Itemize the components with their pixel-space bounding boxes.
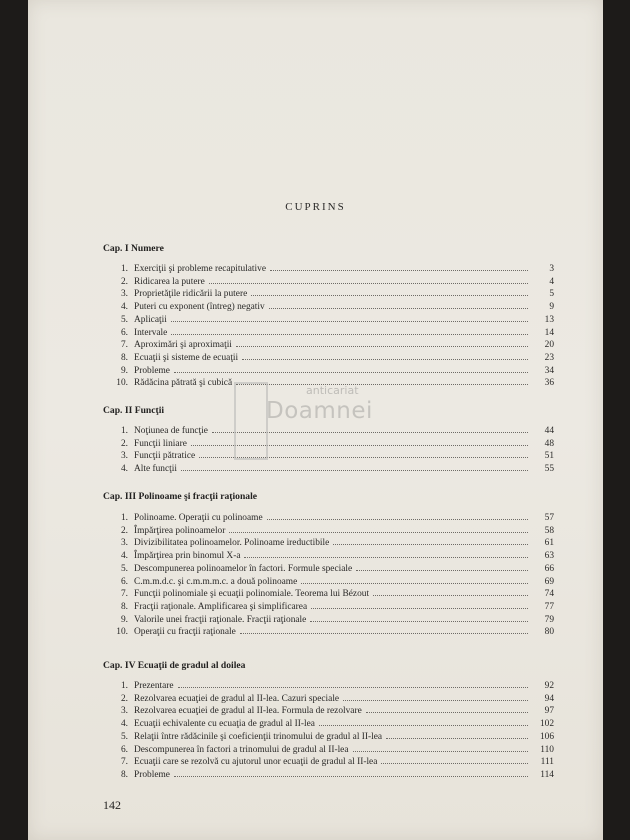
dot-leader xyxy=(251,294,528,296)
entry-number: 9. xyxy=(120,365,128,376)
toc-entry xyxy=(108,730,554,742)
dot-leader xyxy=(240,632,528,634)
entry-title: Operaţii cu fracţii raţionale xyxy=(134,627,236,638)
entry-page-number: 94 xyxy=(544,693,554,704)
toc-entry xyxy=(108,338,554,350)
toc-entry xyxy=(108,717,554,729)
toc-entry xyxy=(108,600,554,612)
entry-page-number: 106 xyxy=(539,731,554,742)
dot-leader xyxy=(319,724,528,726)
entry-page-number: 111 xyxy=(540,757,554,768)
entry-number: 5. xyxy=(120,314,128,325)
entry-number: 3. xyxy=(120,289,128,300)
entry-title: Noţiunea de funcţie xyxy=(134,426,208,436)
entry-page-number: 66 xyxy=(544,563,554,574)
dot-leader xyxy=(174,775,528,777)
entry-number: 9. xyxy=(120,614,128,625)
toc-entry xyxy=(108,511,554,523)
dot-leader xyxy=(311,607,528,609)
entry-number: 10. xyxy=(116,378,128,389)
dot-leader xyxy=(181,469,528,471)
entry-number: 5. xyxy=(120,563,128,574)
dot-leader xyxy=(356,569,528,571)
dot-leader xyxy=(171,333,528,335)
dot-leader xyxy=(381,762,528,764)
entry-page-number: 58 xyxy=(544,525,554,536)
entry-page-number: 77 xyxy=(544,601,554,612)
toc-entry xyxy=(108,524,554,536)
chapter-heading: Cap. IV Ecuaţii de gradul al doilea xyxy=(103,660,246,671)
entry-number: 4. xyxy=(120,302,128,313)
toc-entry xyxy=(108,351,554,363)
entry-number: 6. xyxy=(120,327,128,338)
chapter-heading: Cap. III Polinoame şi fracţii raţionale xyxy=(103,491,258,502)
toc-entry xyxy=(108,692,554,704)
entry-number: 4. xyxy=(120,551,128,562)
entry-title: Proprietăţile ridicării la putere xyxy=(134,289,248,300)
entry-page-number: 97 xyxy=(544,706,554,717)
dot-leader xyxy=(269,307,528,309)
entry-title: Fracţii raţionale. Amplificarea şi simplificarea xyxy=(134,601,308,612)
dot-leader xyxy=(353,750,529,752)
entry-title: Ridicarea la putere xyxy=(134,276,205,287)
entry-page-number: 69 xyxy=(544,576,554,587)
chapter-heading: Cap. II Funcţii xyxy=(103,405,165,416)
entry-title: Aproximări şi aproximaţii xyxy=(134,340,232,351)
dot-leader xyxy=(236,345,528,347)
entry-title: Aplicaţii xyxy=(134,314,167,325)
entry-number: 4. xyxy=(120,719,128,730)
entry-title: Divizibilitatea polinoamelor. Polinoame ireductibile xyxy=(134,538,330,549)
entry-title: Împărţirea prin binomul X-a xyxy=(134,551,241,562)
toc-entry xyxy=(108,262,554,274)
toc-entry xyxy=(108,287,554,299)
toc-entry xyxy=(108,755,554,767)
entry-page-number: 102 xyxy=(539,719,554,730)
dot-leader xyxy=(244,556,528,558)
toc-entry xyxy=(108,743,554,755)
dot-leader xyxy=(386,737,528,739)
entry-title: Funcţii polinomiale şi ecuaţii polinomiale. Teorema lui Bézout xyxy=(134,589,370,600)
entry-page-number: 34 xyxy=(544,365,554,376)
entry-number: 3. xyxy=(120,538,128,549)
entry-page-number: 4 xyxy=(549,276,554,287)
toc-entry xyxy=(108,679,554,691)
toc-entry xyxy=(108,562,554,574)
entry-title: Ecuaţii şi sisteme de ecuaţii xyxy=(134,352,239,363)
watermark-logo xyxy=(234,378,384,466)
entry-page-number: 48 xyxy=(544,438,554,449)
entry-page-number: 23 xyxy=(544,352,554,363)
toc-entry xyxy=(108,587,554,599)
entry-title: Ecuaţii care se rezolvă cu ajutorul unor ecuaţii de gradul al II-lea xyxy=(134,757,378,768)
page-title: CUPRINS xyxy=(285,201,346,213)
entry-page-number: 92 xyxy=(544,681,554,691)
entry-page-number: 20 xyxy=(544,340,554,351)
entry-page-number: 5 xyxy=(549,289,554,300)
entry-page-number: 74 xyxy=(544,589,554,600)
dot-leader xyxy=(242,358,528,360)
entry-title: Rezolvarea ecuaţiei de gradul al II-lea. Cazuri speciale xyxy=(134,693,340,704)
entry-title: Împărţirea polinoamelor xyxy=(134,525,226,536)
dot-leader xyxy=(178,686,528,688)
dot-leader xyxy=(171,320,528,322)
entry-number: 10. xyxy=(116,627,128,638)
entry-page-number: 61 xyxy=(544,538,554,549)
toc-entry xyxy=(108,313,554,325)
entry-title: Funcţii liniare xyxy=(134,438,187,449)
entry-title: Descompunerea în factori a trinomului de gradul al II-lea xyxy=(134,744,349,755)
dot-leader xyxy=(366,711,528,713)
toc-entry xyxy=(108,536,554,548)
entry-title: Alte funcţii xyxy=(134,464,177,475)
entry-number: 8. xyxy=(120,352,128,363)
toc-entry xyxy=(108,768,554,780)
dot-leader xyxy=(174,371,528,373)
entry-page-number: 14 xyxy=(544,327,554,338)
entry-number: 2. xyxy=(120,276,128,287)
entry-page-number: 9 xyxy=(549,302,554,313)
entry-number: 6. xyxy=(120,576,128,587)
entry-title: C.m.m.d.c. şi c.m.m.m.c. a două polinoame xyxy=(134,576,298,587)
entry-number: 2. xyxy=(120,693,128,704)
entry-title: Descompunerea polinoamelor în factori. Formule speciale xyxy=(134,563,353,574)
entry-page-number: 13 xyxy=(544,314,554,325)
entry-page-number: 79 xyxy=(544,614,554,625)
dot-leader xyxy=(267,518,528,520)
toc-entry xyxy=(108,625,554,637)
entry-number: 7. xyxy=(120,589,128,600)
watermark-main-text: Doamnei xyxy=(266,398,373,424)
dot-leader xyxy=(310,620,528,622)
dot-leader xyxy=(333,543,528,545)
entry-title: Probleme xyxy=(134,365,170,376)
entry-number: 7. xyxy=(120,757,128,768)
entry-number: 3. xyxy=(120,706,128,717)
entry-page-number: 80 xyxy=(544,627,554,638)
entry-page-number: 57 xyxy=(544,513,554,523)
entry-page-number: 44 xyxy=(544,426,554,436)
chapter-heading: Cap. I Numere xyxy=(103,243,164,254)
entry-number: 6. xyxy=(120,744,128,755)
entry-number: 8. xyxy=(120,601,128,612)
entry-page-number: 51 xyxy=(544,451,554,462)
entry-page-number: 36 xyxy=(544,378,554,389)
page-number: 142 xyxy=(103,798,121,812)
entry-number: 1. xyxy=(120,513,128,523)
entry-title: Rădăcina pătrată şi cubică xyxy=(134,378,233,389)
dot-leader xyxy=(270,269,528,271)
dot-leader xyxy=(209,282,528,284)
entry-number: 3. xyxy=(120,451,128,462)
entry-title: Polinoame. Operaţii cu polinoame xyxy=(134,513,263,523)
entry-title: Intervale xyxy=(134,327,168,338)
toc-entry xyxy=(108,300,554,312)
toc-entry xyxy=(108,704,554,716)
entry-number: 5. xyxy=(120,731,128,742)
entry-page-number: 110 xyxy=(540,744,554,755)
toc-entry xyxy=(108,613,554,625)
entry-title: Puteri cu exponent (întreg) negativ xyxy=(134,302,265,313)
watermark-frame xyxy=(234,382,268,460)
entry-page-number: 114 xyxy=(540,769,554,780)
entry-number: 2. xyxy=(120,525,128,536)
watermark-top-text: anticariat xyxy=(306,384,359,397)
toc-entry xyxy=(108,549,554,561)
entry-number: 2. xyxy=(120,438,128,449)
toc-entry xyxy=(108,326,554,338)
entry-number: 1. xyxy=(120,681,128,691)
entry-title: Exerciţii şi probleme recapitulative xyxy=(134,264,266,274)
entry-number: 1. xyxy=(120,264,128,274)
entry-title: Prezentare xyxy=(134,681,174,691)
dot-leader xyxy=(373,594,528,596)
entry-title: Relaţii între rădăcinile şi coeficienţii trinomului de gradul al II-lea xyxy=(134,731,383,742)
toc-entry xyxy=(108,364,554,376)
dot-leader xyxy=(301,582,528,584)
dot-leader xyxy=(343,699,528,701)
entry-page-number: 3 xyxy=(549,264,554,274)
toc-entry xyxy=(108,275,554,287)
entry-title: Ecuaţii echivalente cu ecuaţia de gradul al II-lea xyxy=(134,719,315,730)
entry-title: Valorile unei fracţii raţionale. Fracţii raţionale xyxy=(134,614,307,625)
entry-title: Funcţii pătratice xyxy=(134,451,196,462)
entry-page-number: 63 xyxy=(544,551,554,562)
entry-number: 1. xyxy=(120,426,128,436)
entry-title: Probleme xyxy=(134,769,170,780)
toc-entry xyxy=(108,575,554,587)
entry-page-number: 55 xyxy=(544,464,554,475)
entry-number: 4. xyxy=(120,464,128,475)
entry-number: 8. xyxy=(120,769,128,780)
entry-number: 7. xyxy=(120,340,128,351)
dot-leader xyxy=(229,531,528,533)
entry-title: Rezolvarea ecuaţiei de gradul al II-lea. Formula de rezolvare xyxy=(134,706,362,717)
